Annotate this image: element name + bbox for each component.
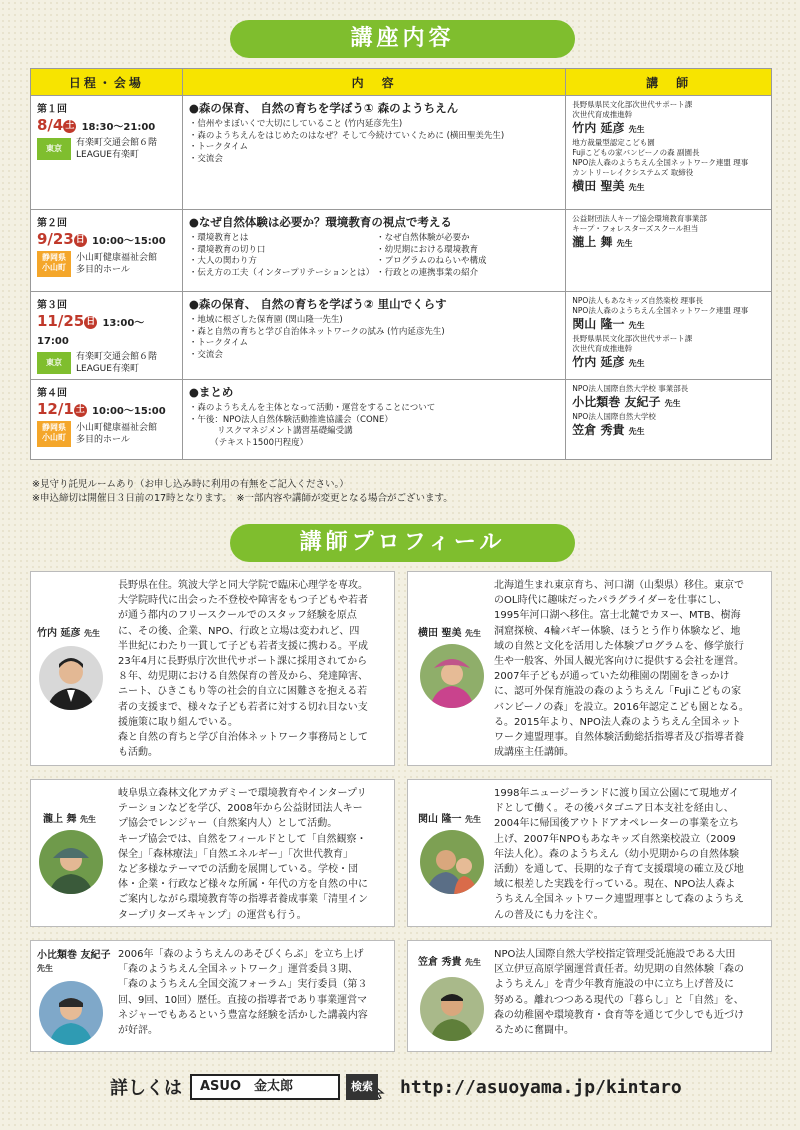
session-content bbox=[182, 210, 565, 292]
date-text: 8/4 bbox=[37, 116, 64, 134]
profile-name: 関山 隆一 先生 bbox=[418, 814, 481, 825]
content-item: ・環境教育の切り口 bbox=[188, 244, 266, 255]
content-item: ・信州やまぼいくで大切にしていること (竹内延彦先生) bbox=[188, 119, 403, 129]
profile-name: 笠倉 秀貴 先生 bbox=[418, 957, 481, 968]
venue-text bbox=[76, 252, 157, 276]
content-item: ・伝え方の工夫（インタープリテーションとは） bbox=[188, 267, 375, 278]
notes bbox=[32, 478, 453, 506]
schedule-table bbox=[30, 68, 772, 460]
profile-name: 竹内 延彦 先生 bbox=[37, 628, 100, 639]
profile-card bbox=[407, 940, 772, 1052]
session-date bbox=[37, 116, 176, 134]
lecturer-name: 関山 隆一 先生 bbox=[572, 317, 645, 331]
lecturer-org: キープ・フォレスターズスクール担当 bbox=[572, 224, 699, 233]
lecturer-org: 公益財団法人キープ協会環境教育事業部 bbox=[572, 214, 707, 223]
footer bbox=[110, 1070, 682, 1104]
profile-name: 小比類巻 友紀子 先生 bbox=[37, 950, 111, 973]
session-theme: ●まとめ bbox=[188, 385, 234, 399]
profile-text: 岐阜県立森林文化アカデミーで環境教育やインタープリ テーションなどを学び、2008年から公益財団法人キー プ協会でレンジャー（自然案内人）として活動。 キープ協会では、自然をフィールドとして「自然観察・ 保全」「森林療法」「自然エネルギー」「次世代教育」 など多様なテーマでの活動を展開している。学校・団 体・企業・行政など様々な所属・年代の方を自然の中に ご案内しながら環境教育等の指導者養成事業「清里イン タープリターズキャンプ」の運営も行う。 bbox=[118, 788, 368, 921]
venue-line: 小山町健康福祉会館 bbox=[76, 423, 158, 433]
header-lecturer: 講 師 bbox=[566, 69, 772, 96]
profile-text: NPO法人国際自然大学校指定管理受託施設である大田 区立伊豆高原学園運営責任者。幼児期の自然体験「森の ようちえん」を青少年教育施設の中に立ち上げ普及に 努める。離れつつある現代の「暮らし」と「自然」を、 森の幼稚園や環境教育・食育等を通じて少しでも近づけ るために奮闘中。 bbox=[494, 949, 744, 1037]
content-item: ・交流会 bbox=[188, 153, 223, 164]
profile-photo bbox=[39, 981, 103, 1045]
session-lecturers bbox=[566, 380, 772, 460]
search-button[interactable] bbox=[346, 1074, 378, 1100]
lecturer-name: 小比類巻 友紀子 先生 bbox=[572, 395, 681, 409]
session-schedule bbox=[31, 210, 183, 292]
profile-photo bbox=[39, 830, 103, 894]
venue bbox=[37, 137, 176, 161]
place-badge: 東京 bbox=[37, 352, 71, 374]
lecturer-org: NPO法人森のようちえん全国ネットワーク連盟 理事 bbox=[572, 306, 749, 315]
place-badge: 静岡県 小山町 bbox=[37, 421, 71, 447]
lecturer-org: NPO法人国際自然大学校 事業部長 bbox=[572, 384, 689, 393]
lecturer-name: 笠倉 秀貴 先生 bbox=[572, 423, 645, 437]
session-time: 10:00～15:00 bbox=[92, 406, 166, 417]
search-input[interactable]: ASUO 金太郎 bbox=[190, 1074, 340, 1100]
date-text: 9/23 bbox=[37, 230, 74, 248]
content-item: ・森のようちえんをはじめたのはなぜ？そして今続けていくために (横田聖美先生) bbox=[188, 130, 505, 141]
place-badge: 静岡県 小山町 bbox=[37, 251, 71, 277]
content-item: ・プログラムのねらいや構成 bbox=[376, 256, 487, 266]
header-schedule: 日程・会場 bbox=[31, 69, 183, 96]
venue bbox=[37, 421, 176, 447]
session-theme: ●森の保育、 自然の育ちを学ぼう① 森のようちえん bbox=[188, 101, 459, 115]
lecturer-org: NPO法人国際自然大学校 bbox=[572, 412, 656, 421]
date-text: 12/1 bbox=[37, 400, 74, 418]
lecturer-org: 地方裁量型認定こども園 bbox=[572, 138, 655, 147]
profile-text: 2006年「森のようちえんのあそびくらぶ」を立ち上げ 「森のようちえん全国ネットワーク」運営委員３期、 「森のようちえん全国交流フォーラム」実行委員（第３ 回、9回、10回）歴任。直接の指導者であり事業運営マ ネジャーでもあるという豊富な経験を活かした講義内容 が好評。 bbox=[118, 949, 368, 1037]
session-number: 第４回 bbox=[37, 388, 67, 399]
content-item: ・森のようちえんを主体となって活動・運営をすることについて bbox=[188, 403, 436, 413]
profile-name: 瀧上 舞 先生 bbox=[43, 814, 96, 825]
session-date bbox=[37, 400, 176, 418]
weekday-badge: 日 bbox=[75, 235, 85, 245]
weekday-badge: 土 bbox=[65, 121, 75, 131]
profile-photo bbox=[420, 977, 484, 1041]
session-schedule bbox=[31, 96, 183, 210]
session-number: 第２回 bbox=[37, 218, 67, 229]
lecturer-org: 次世代育成推進幹 bbox=[572, 110, 633, 119]
lecturer-org: 長野県県民文化部次世代サポート課 bbox=[572, 334, 693, 343]
profile-card bbox=[30, 571, 395, 766]
profile-text: 北海道生まれ東京育ち、河口湖（山梨県）移住。東京で のOL時代に趣味だったパラグライダーを仕事にし、 1995年河口湖へ移住。富士北麓でカヌー、MTB、樹海 洞窟探検、4輪バギー体験、ほうとう作り体験など、地 域の自然と文化を活用した体験プログラムを、修学旅行 生や一般客、外国人観光客向けに提供する会社を運営。 2007年子どもが通っていた幼稚園の閉園をきっかけ に、認可外保育施設の森のようちえん「Fujiこどもの家 バンビーノの森」を設立。2016年認定こども園となる。 る。2015年より、NPO法人森のようちえん全国ネット ワーク連盟理事。自然体験活動総括指導者及び指導者養 成講座主任講師。 bbox=[494, 580, 749, 759]
course-content-banner: 講座内容 bbox=[230, 20, 575, 58]
venue-text bbox=[76, 137, 157, 161]
session-content bbox=[182, 292, 565, 380]
venue-line: LEAGUE有楽町 bbox=[76, 150, 139, 160]
content-item: ・大人の関わり方 bbox=[188, 256, 257, 266]
date-text: 11/25 bbox=[37, 312, 85, 330]
session-date bbox=[37, 312, 176, 348]
profile-photo bbox=[420, 644, 484, 708]
session-number: 第３回 bbox=[37, 300, 67, 311]
content-item: ・森と自然の育ちと学び自治体ネットワークの試み (竹内延彦先生) bbox=[188, 326, 445, 337]
profile-card bbox=[30, 779, 395, 927]
venue-line: LEAGUE有楽町 bbox=[76, 364, 139, 374]
place-badge: 東京 bbox=[37, 138, 71, 160]
session-theme: ●森の保育、 自然の育ちを学ぼう② 里山でくらす bbox=[188, 297, 447, 311]
session-time: 18:30～21:00 bbox=[81, 122, 156, 133]
session-row bbox=[31, 292, 772, 380]
venue-text bbox=[76, 422, 157, 446]
venue-line: 多目的ホール bbox=[76, 435, 130, 445]
profile-text: 1998年ニュージーランドに渡り国立公園にて現地ガイ ドとして働く。その後パタゴニア日本支社を経由し、 2004年に帰国後アウトドアオペレーターの事業を立ち 上げ、2007年NPOもあなキッズ自然楽校設立（2009 年法人化）。森のようちえん（幼小児期からの自然体験 活動）を通して、長期的な子育て支援環境の確立及び地 域に根差した実践を行っている。現在、NPO法人森よ うちえん全国ネットワーク連盟理事として森のようちえ んの普及にも力を注ぐ。 bbox=[494, 788, 744, 921]
session-date bbox=[37, 230, 176, 248]
more-info-label: 詳しくは bbox=[110, 1078, 182, 1099]
header-content: 内 容 bbox=[182, 69, 565, 96]
note-line: ※見守り託児ルームあり（お申し込み時に利用の有無をご記入ください。） bbox=[32, 479, 349, 490]
venue-line: 多目的ホール bbox=[76, 265, 130, 275]
lecturer-name: 瀧上 舞 先生 bbox=[572, 235, 633, 249]
session-theme: ●なぜ自然体験は必要か？環境教育の視点で考える bbox=[188, 215, 452, 229]
weekday-badge: 土 bbox=[75, 405, 85, 415]
lecturer-org: NPO法人森のようちえん全国ネットワーク連盟 理事 bbox=[572, 158, 749, 167]
session-row bbox=[31, 96, 772, 210]
content-item: ・環境教育とは bbox=[188, 233, 249, 243]
session-content bbox=[182, 380, 565, 460]
profile-card bbox=[407, 571, 772, 766]
content-grid bbox=[189, 233, 559, 279]
note-line: ※申込締切は開催日３日前の17時となります。 ※一部内容や講師が変更となる場合がございます。 bbox=[32, 493, 453, 504]
venue-text bbox=[76, 351, 157, 375]
lecturer-org: NPO法人もあなキッズ自然楽校 理事長 bbox=[572, 296, 704, 305]
session-lecturers bbox=[566, 210, 772, 292]
profile-photo bbox=[39, 646, 103, 710]
content-item: ・幼児期における環境教育 bbox=[376, 244, 479, 255]
content-item: ・午後：NPO法人自然体験活動推進協議会（CONE） bbox=[188, 414, 393, 425]
session-schedule bbox=[31, 380, 183, 460]
session-time: 13:00～17:00 bbox=[37, 318, 145, 347]
content-item: ・トークタイム bbox=[188, 338, 249, 348]
content-item: ・交流会 bbox=[188, 349, 223, 360]
venue bbox=[37, 351, 176, 375]
profile-card bbox=[30, 940, 395, 1052]
lecturer-name: 竹内 延彦 先生 bbox=[572, 355, 645, 369]
session-lecturers bbox=[566, 292, 772, 380]
session-time: 10:00～15:00 bbox=[92, 236, 166, 247]
website-url[interactable]: http://asuoyama.jp/kintaro bbox=[400, 1076, 682, 1098]
search-button-label: 検索 bbox=[351, 1080, 373, 1093]
content-item: ・行政との連携事業の紹介 bbox=[376, 267, 479, 278]
lecturer-org: 次世代育成推進幹 bbox=[572, 344, 633, 353]
lecturer-name: 竹内 延彦 先生 bbox=[572, 121, 645, 135]
session-number: 第１回 bbox=[37, 104, 67, 115]
session-content bbox=[182, 96, 565, 210]
lecturer-org: 長野県県民文化部次世代サポート課 bbox=[572, 100, 693, 109]
session-row bbox=[31, 210, 772, 292]
venue-line: 有楽町交通会館６階 bbox=[76, 138, 158, 148]
lecturer-org: カントリーレイクシステムズ 取締役 bbox=[572, 168, 694, 177]
table-header-row bbox=[31, 69, 772, 96]
weekday-badge: 日 bbox=[86, 317, 96, 327]
venue bbox=[37, 251, 176, 277]
venue-line: 小山町健康福祉会館 bbox=[76, 253, 158, 263]
content-item: ・地域に根ざした保育園 (関山隆一先生) bbox=[188, 315, 343, 325]
content-item: ・トークタイム bbox=[188, 142, 249, 152]
profile-name: 横田 聖美 先生 bbox=[418, 628, 481, 639]
content-item: リスクマネジメント講習基礎編受講 bbox=[188, 426, 353, 436]
content-item: ・なぜ自然体験が必要か bbox=[376, 233, 470, 243]
lecturer-name: 横田 聖美 先生 bbox=[572, 179, 645, 193]
session-row bbox=[31, 380, 772, 460]
content-item: （テキスト1500円程度） bbox=[188, 437, 309, 448]
session-schedule bbox=[31, 292, 183, 380]
lecturer-org: Fujiこどもの家バンビーノの森 副園長 bbox=[572, 148, 700, 157]
profile-card bbox=[407, 779, 772, 927]
session-lecturers bbox=[566, 96, 772, 210]
lecturer-profile-banner: 講師プロフィール bbox=[230, 524, 575, 562]
profile-photo bbox=[420, 830, 484, 894]
profile-text: 長野県在住。筑波大学と同大学院で臨床心理学を専攻。 大学院時代に出会った不登校や障害をもつ子どもや若者 が通う都内のフリースクールでのスタッフ経験を原点 に、その後、企業、NPO、行政と立場は変われど、四 半世紀にわたり一貫して子ども若者支援に携わる。平成 23年4月に長野県庁次世代サポート課に採用されてから ８年、幼児期における自然保育の普及から、発達障害、 ニート、ひきこもり等の社会的自立に困難さを抱える若 者の支援まで、様々な子ども若者に対する切れ目ない支 援施策に取り組んでいる。 森と自然の育ちと学び自治体ネットワーク事務局として も活動。 bbox=[118, 580, 368, 759]
venue-line: 有楽町交通会館６階 bbox=[76, 352, 158, 362]
